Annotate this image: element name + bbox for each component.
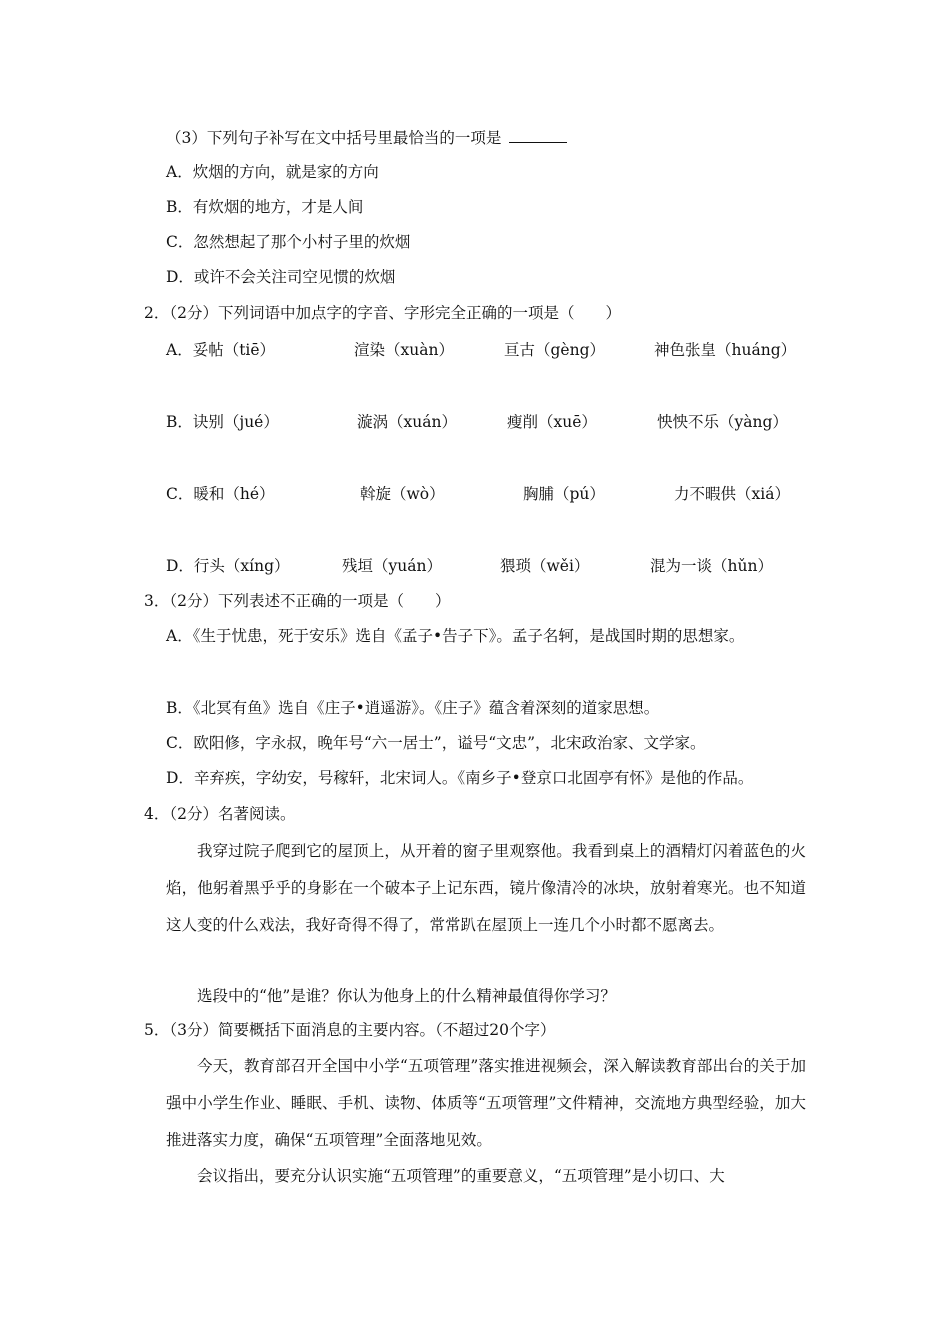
q3-option-d: D．辛弃疾，字幼安，号稼轩，北宋词人。《南乡子•登京口北固亭有怀》是他的作品。: [166, 769, 754, 787]
q2-a-4: 神色张皇（huáng）: [654, 341, 797, 359]
q2-d-1: D．行头（xíng）: [166, 557, 290, 575]
q2-b-1: B．诀别（jué）: [166, 413, 279, 431]
q4-stem: 4．（2分）名著阅读。: [144, 805, 296, 823]
q2-a-2: 渲染（xuàn）: [354, 341, 454, 359]
q2-b-3: 瘦削（xuē）: [507, 413, 597, 431]
answer-blank[interactable]: [509, 128, 567, 143]
q2-c-3: 胸脯（pú）: [523, 485, 605, 503]
q2-d-3: 猥琐（wěi）: [500, 557, 590, 575]
q1-3-stem: （3）下列句子补写在文中括号里最恰当的一项是: [166, 129, 502, 147]
q3-stem: 3．（2分）下列表述不正确的一项是（ ）: [144, 592, 451, 610]
q2-c-1: C．暖和（hé）: [166, 485, 275, 503]
q3-option-a: A．《生于忧患，死于安乐》选自《孟子•告子下》。孟子名轲，是战国时期的思想家。: [166, 627, 745, 645]
q1-3-option-b: B．有炊烟的地方，才是人间: [166, 198, 364, 216]
q2-d-2: 残垣（yuán）: [342, 557, 442, 575]
q5-stem: 5．（3分）简要概括下面消息的主要内容。（不超过20个字）: [144, 1021, 556, 1039]
q5-paragraph-1: 今天，教育部召开全国中小学“五项管理”落实推进视频会，深入解读教育部出台的关于加强中小学生作业、睡眠、手机、读物、体质等“五项管理”文件精神，交流地方典型经验，加大推进落实力度，确保“五项管理”全面落地见效。: [166, 1057, 806, 1149]
q1-3-stem-line: [166, 128, 567, 148]
q2-b-4: 怏怏不乐（yàng）: [657, 413, 788, 431]
q4-question: 选段中的“他”是谁？你认为他身上的什么精神最值得你学习？: [197, 987, 616, 1005]
q2-d-4: 混为一谈（hǔn）: [650, 557, 773, 575]
q3-option-b: B．《北冥有鱼》选自《庄子•逍遥游》。《庄子》蕴含着深刻的道家思想。: [166, 699, 660, 717]
q2-b-2: 漩涡（xuán）: [357, 413, 457, 431]
q2-stem: 2．（2分）下列词语中加点字的字音、字形完全正确的一项是（ ）: [144, 304, 621, 322]
q2-a-1: A．妥帖（tiē）: [166, 341, 276, 359]
q5-paragraph-2: 会议指出，要充分认识实施“五项管理”的重要意义，“五项管理”是小切口、大: [197, 1167, 725, 1185]
q1-3-option-c: C．忽然想起了那个小村子里的炊烟: [166, 233, 411, 251]
q1-3-option-d: D．或许不会关注司空见惯的炊烟: [166, 268, 396, 286]
q4-passage: 我穿过院子爬到它的屋顶上，从开着的窗子里观察他。我看到桌上的酒精灯闪着蓝色的火焰，他躬着黑乎乎的身影在一个破本子上记东西，镜片像清冷的冰块，放射着寒光。也不知道这人变的什么戏法，我好奇得不得了，常常趴在屋顶上一连几个小时都不愿离去。: [166, 842, 806, 934]
q3-option-c: C．欧阳修，字永叔，晚年号“六一居士”，谥号“文忠”，北宋政治家、文学家。: [166, 734, 706, 752]
q2-a-3: 亘古（gèng）: [504, 341, 606, 359]
q2-c-4: 力不暇供（xiá）: [674, 485, 790, 503]
q2-c-2: 斡旋（wò）: [360, 485, 445, 503]
q1-3-option-a: A．炊烟的方向，就是家的方向: [166, 163, 379, 181]
